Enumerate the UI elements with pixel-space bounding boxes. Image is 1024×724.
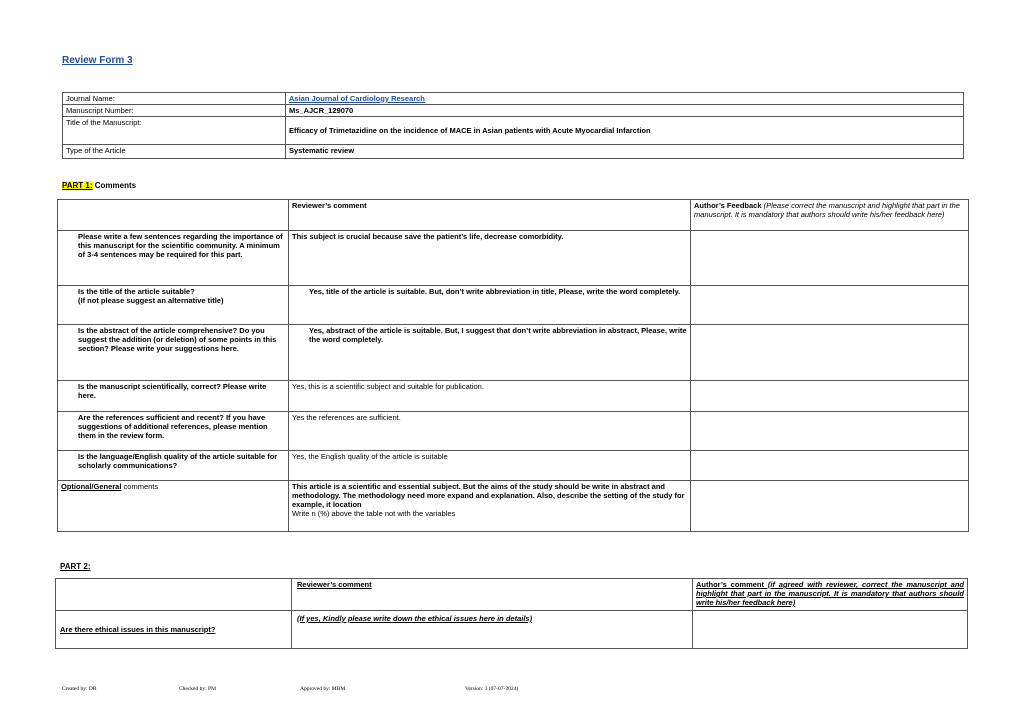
reviewer-comment-cell: Yes the references are sufficient.	[289, 412, 691, 451]
footer-checked: Checked by: PM	[179, 686, 216, 692]
optional-comments-row	[58, 481, 969, 532]
footer-version: Version: 3 (07-07-2024)	[465, 686, 519, 692]
author-feedback-cell[interactable]	[691, 412, 969, 451]
question-cell: Are the references sufficient and recent? If you have suggestions of additional references, please mention them in the review form.	[58, 412, 289, 451]
question-cell: Please write a few sentences regarding the importance of this manuscript for the scientific community. A minimum of 3-4 sentences may be required for this part.	[58, 231, 289, 286]
part1-comments-table	[57, 199, 969, 532]
footer-approved: Approved by: MBM	[300, 686, 346, 692]
title-row	[63, 117, 964, 145]
question-cell: Is the manuscript scientifically, correct? Please write here.	[58, 381, 289, 412]
table-row	[58, 381, 969, 412]
article-type-row	[63, 145, 964, 159]
article-type-value: Systematic review	[286, 145, 964, 159]
author-feedback-cell[interactable]	[691, 381, 969, 412]
footer-created: Created by: DR	[62, 686, 97, 692]
author-comment-cell[interactable]	[693, 611, 968, 649]
question-cell: Is the title of the article suitable? (If not please suggest an alternative title)	[58, 286, 289, 325]
part1-author-header: Author’s Feedback (Please correct the manuscript and highlight that part in the manuscript. It is mandatory that authors should write his/her feedback here)	[691, 200, 969, 231]
reviewer-comment-cell: Yes, title of the article is suitable. But, don’t write abbreviation in title, Please, write the word completely.	[289, 286, 691, 325]
part1-heading	[62, 181, 136, 190]
manuscript-info-table	[62, 92, 964, 159]
reviewer-comment-cell: Yes, this is a scientific subject and suitable for publication.	[289, 381, 691, 412]
table-row	[58, 231, 969, 286]
reviewer-comment-cell: Yes, abstract of the article is suitable. But, I suggest that don’t write abbreviation in abstract, Please, write the word completely.	[289, 325, 691, 381]
table-row	[58, 412, 969, 451]
journal-link[interactable]: Asian Journal of Cardiology Research	[289, 94, 425, 103]
article-type-label: Type of the Article	[63, 145, 286, 159]
journal-row	[63, 93, 964, 105]
part1-label-rest: Comments	[92, 181, 137, 190]
table-row	[58, 325, 969, 381]
reviewer-comment-cell: This subject is crucial because save the patient’s life, decrease comorbidity.	[289, 231, 691, 286]
ethics-answer: (If yes, Kindly please write down the ethical issues here in details)	[292, 611, 693, 649]
part1-header-row	[58, 200, 969, 231]
part2-ethics-table	[55, 578, 968, 649]
reviewer-comment-cell: Yes, the English quality of the article is suitable	[289, 451, 691, 481]
part2-author-header: Author’s comment (if agreed with reviewer, correct the manuscript and highlight that part in the manuscript. It is mandatory that authors should write his/her feedback here)	[693, 579, 968, 611]
title-label: Title of the Manuscript:	[63, 117, 286, 145]
author-feedback-cell[interactable]	[691, 481, 969, 532]
form-title: Review Form 3	[62, 55, 133, 66]
manuscript-number-value: Ms_AJCR_129070	[286, 105, 964, 117]
optional-comments-label: Optional/General comments	[58, 481, 289, 532]
author-feedback-cell[interactable]	[691, 451, 969, 481]
table-row	[58, 451, 969, 481]
part2-reviewer-header: Reviewer’s comment	[292, 579, 693, 611]
title-value: Efficacy of Trimetazidine on the incidence of MACE in Asian patients with Acute Myocardial Infarction	[286, 117, 964, 145]
part2-label: PART 2:	[60, 562, 91, 571]
question-cell: Is the language/English quality of the article suitable for scholarly communications?	[58, 451, 289, 481]
optional-comments-answer: This article is a scientific and essential subject. But the aims of the study should be write in abstract and methodology. The methodology need more expand and explanation. Also, describe the setting of the study for example, it location Write n (%) above the table not with the variables	[289, 481, 691, 532]
journal-label: Journal Name:	[63, 93, 286, 105]
author-feedback-cell[interactable]	[691, 231, 969, 286]
author-feedback-cell[interactable]	[691, 325, 969, 381]
question-cell: Is the abstract of the article comprehensive? Do you suggest the addition (or deletion) of some points in this section? Please write your suggestions here.	[58, 325, 289, 381]
part1-reviewer-header: Reviewer’s comment	[289, 200, 691, 231]
ethics-question: Are there ethical issues in this manuscript?	[56, 611, 292, 649]
manuscript-number-row	[63, 105, 964, 117]
ethics-row	[56, 611, 968, 649]
manuscript-number-label: Manuscript Number:	[63, 105, 286, 117]
part2-header-row	[56, 579, 968, 611]
table-row	[58, 286, 969, 325]
part1-label: PART 1:	[62, 181, 93, 190]
author-feedback-cell[interactable]	[691, 286, 969, 325]
